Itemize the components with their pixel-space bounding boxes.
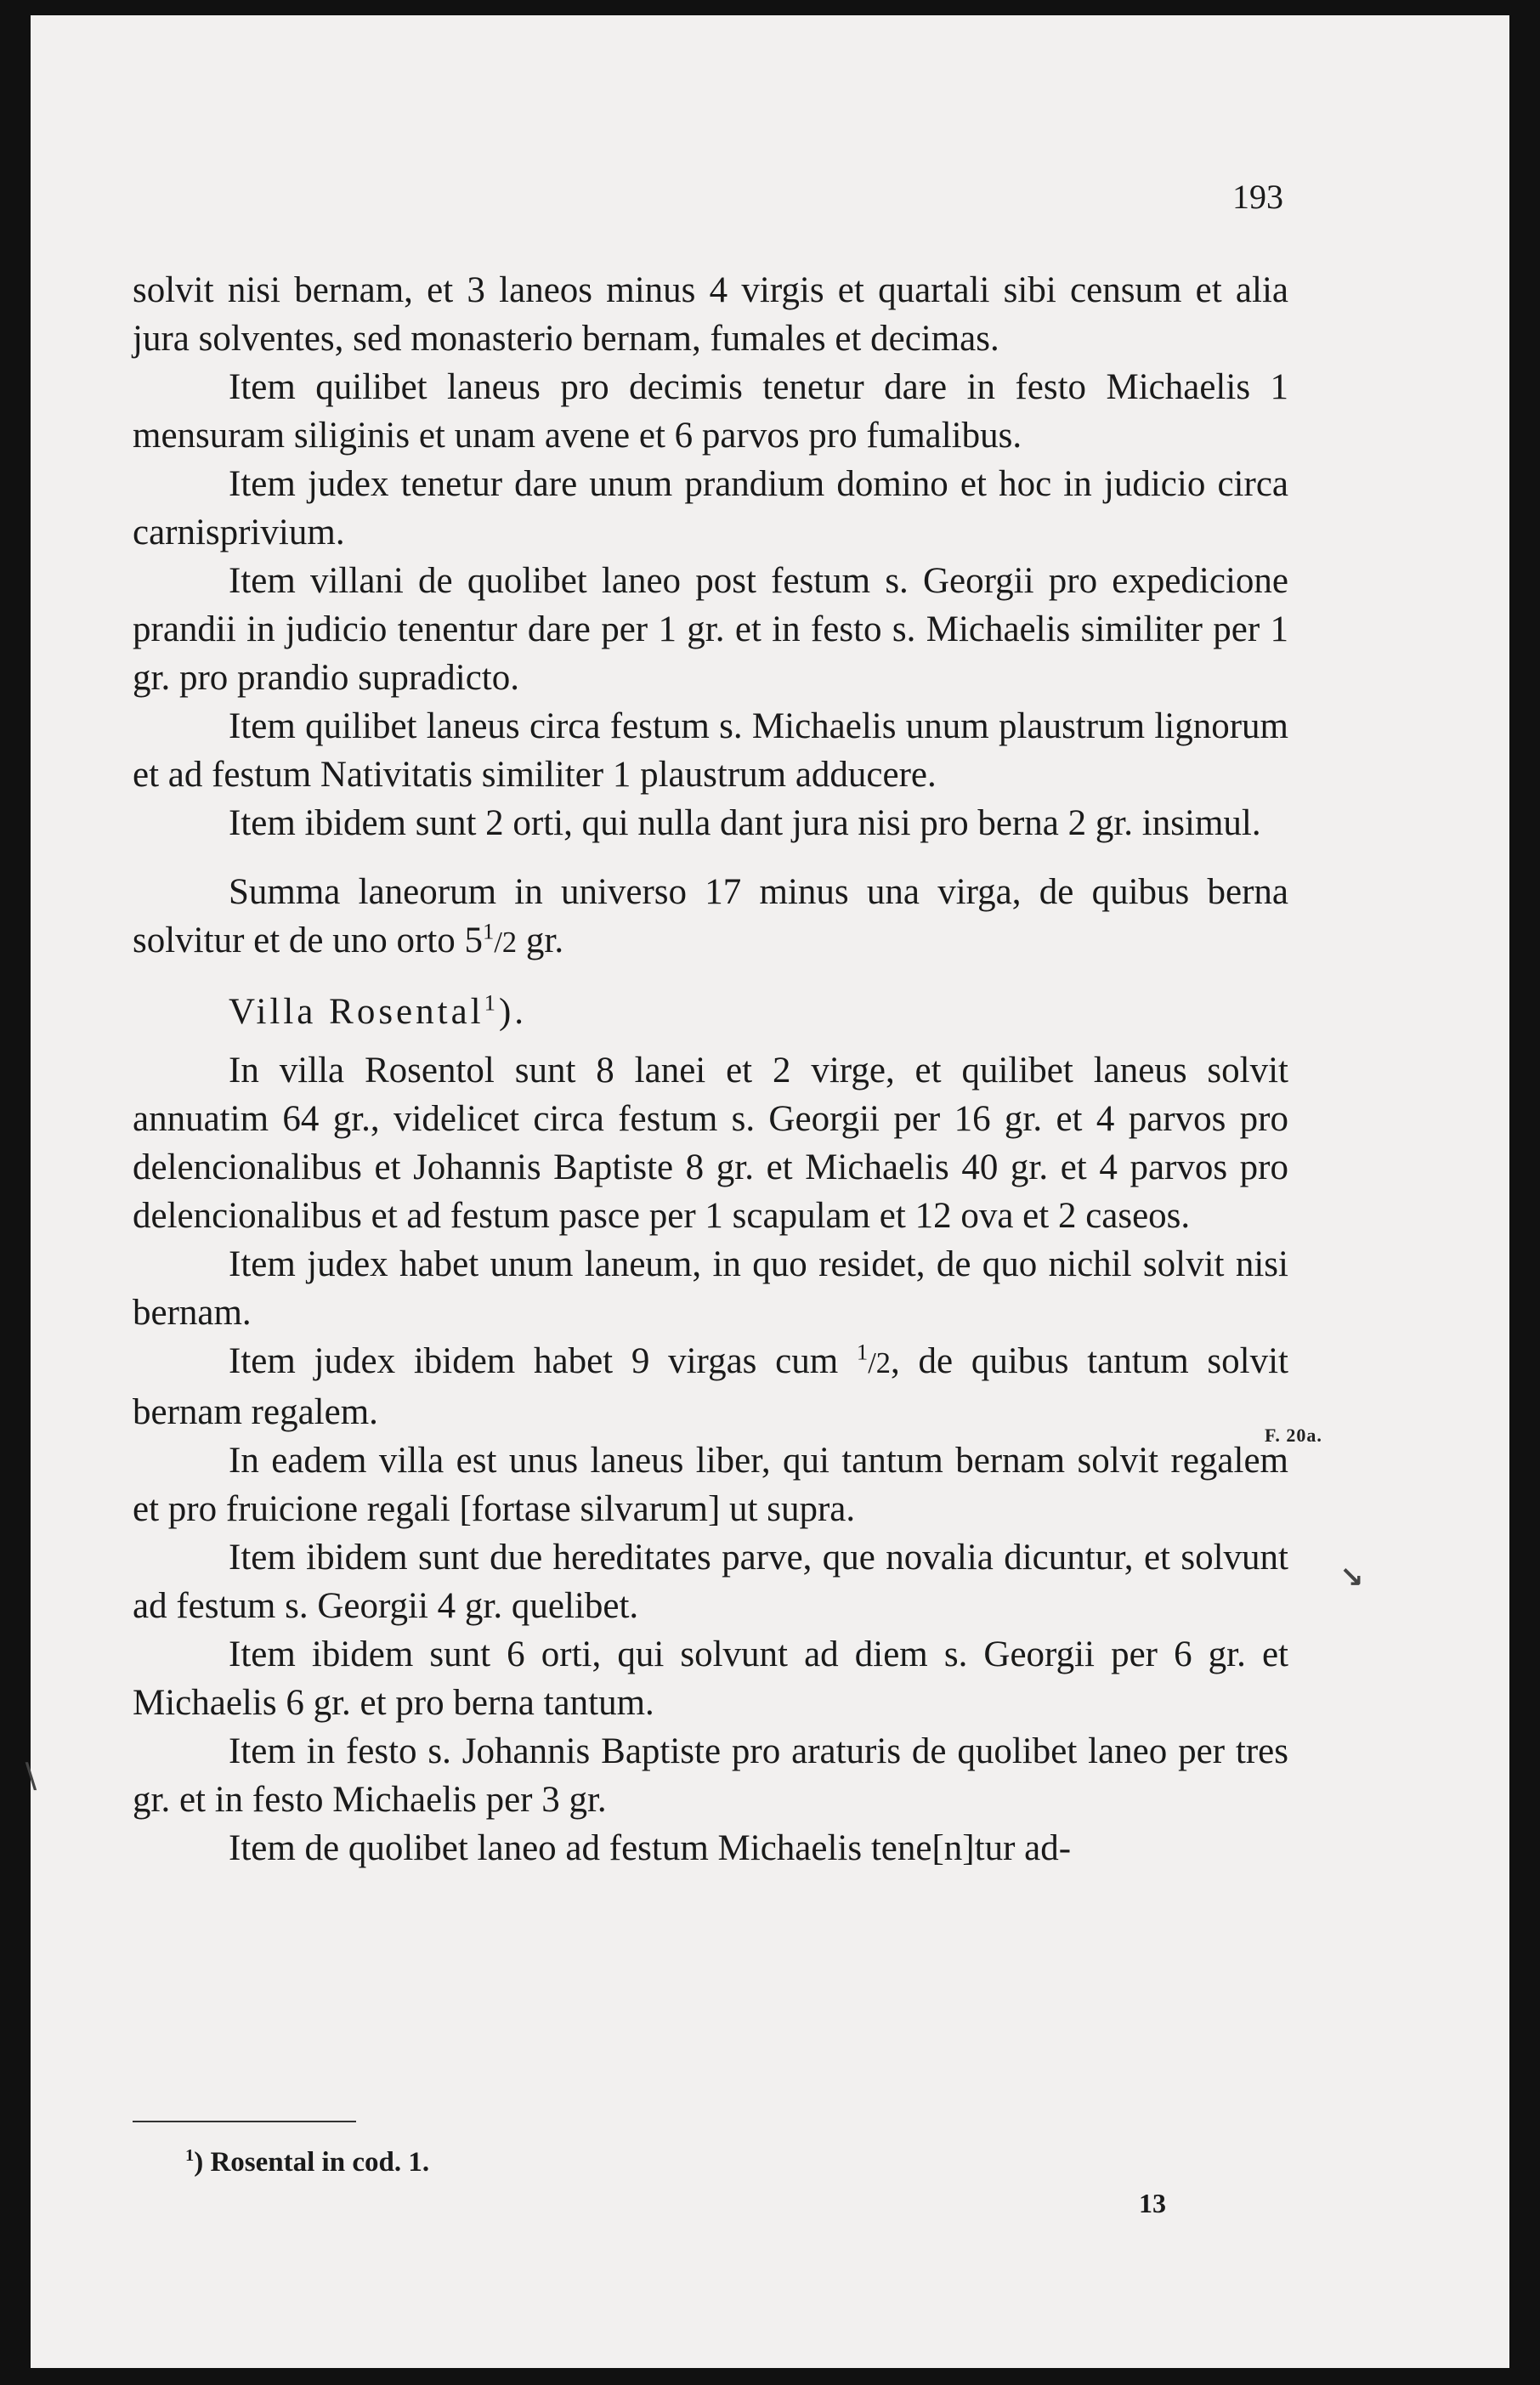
judex-fraction-denominator: 2: [875, 1347, 891, 1379]
scan-mark-arrow: ↘: [1339, 1561, 1364, 1595]
footnote: $^1$) Rosental in cod. 1.: [185, 2146, 430, 2178]
folio-margin-note: F. 20a.: [1265, 1425, 1322, 1446]
summa-unit: gr.: [517, 921, 564, 960]
footnote-marker: 1: [185, 2146, 195, 2165]
judex-text-end: , de quibus tantum solvit bernam regalem.: [133, 1341, 1288, 1432]
paragraph-plaustrum: Item quilibet laneus circa festum s. Michaelis unum plaustrum lignorum et ad festum Nativitatis similiter 1 plaustrum adducere.: [133, 706, 1288, 795]
judex-fraction-numerator: 1: [856, 1339, 869, 1365]
footnote-text: Rosental in cod. 1.: [210, 2147, 430, 2178]
summa-fraction-numerator: 1: [483, 918, 495, 944]
paragraph-summa: Summa laneorum in universo 17 minus una virga, de quibus berna solvitur et de uno orto $5^1/2$ gr.: [133, 872, 1288, 960]
paragraph-orti-rosental: Item ibidem sunt 6 orti, qui solvunt ad diem s. Georgii per 6 gr. et Michaelis 6 gr. et pro berna tantum.: [133, 1634, 1288, 1723]
section-heading: [133, 988, 1288, 1036]
paragraph-villani: Item villani de quolibet laneo post festum s. Georgii pro expedicione prandii in judicio tenentur dare per 1 gr. et in festo s. Michaelis similiter per 1 gr. pro prandio supradicto.: [133, 561, 1288, 698]
paragraph-hereditates: Item ibidem sunt due hereditates parve, que novalia dicuntur, et solvunt ad festum s. Georgii 4 gr. quelibet.: [133, 1538, 1288, 1626]
paragraph-continued: solvit nisi bernam, et 3 laneos minus 4 virgis et quartali sibi censum et alia jura solventes, sed monasterio bernam, fumales et decimas.: [133, 270, 1288, 359]
paragraph-orti: Item ibidem sunt 2 orti, qui nulla dant jura nisi pro berna 2 gr. insimul.: [229, 803, 1261, 843]
paragraph-rosental: In villa Rosentol sunt 8 lanei et 2 virge, et quilibet laneus solvit annuatim 64 gr., videlicet circa festum s. Georgii per 16 gr. et 4 parvos pro delencionalibus et Johannis Baptiste 8 gr. et Michaelis 40 gr. et 4 parvos pro delencionalibus et ad festum pasce per 1 scapulam et 12 ova et 2 caseos.: [133, 1051, 1288, 1236]
paragraph-araturis: Item in festo s. Johannis Baptiste pro araturis de quolibet laneo per tres gr. et in festo Michaelis per 3 gr.: [133, 1731, 1288, 1820]
paragraph-judex-laneus: Item judex habet unum laneum, in quo residet, de quo nichil solvit nisi bernam.: [133, 1244, 1288, 1333]
heading-footnote-ref: 1: [484, 989, 499, 1016]
summa-text: Summa laneorum in universo 17 minus una virga, de quibus berna solvitur et de uno orto 5: [133, 872, 1288, 960]
scan-mark-slash: ∖: [19, 1758, 41, 1797]
printer-signature: 13: [1139, 2188, 1166, 2218]
paragraph-continues: Item de quolibet laneo ad festum Michaelis tene[n]tur ad-: [229, 1828, 1072, 1868]
paragraph-judex-virgas: Item judex ibidem habet 9 virgas cum $^1$/2, de quibus tantum solvit bernam regalem.: [133, 1339, 1288, 1432]
book-page: [19, 15, 1509, 2368]
heading-title: Villa Rosental: [229, 992, 484, 1032]
main-text: [133, 266, 1288, 1872]
summa-fraction-denominator: 2: [501, 926, 518, 959]
judex-text: Item judex ibidem habet 9 virgas cum: [229, 1341, 857, 1381]
page-number: 193: [1232, 178, 1283, 216]
paragraph-laneus-liber: In eadem villa est unus laneus liber, qui tantum bernam solvit regalem et pro fruicione regali [fortase silvarum] ut supra.: [133, 1441, 1288, 1529]
heading-tail: ).: [498, 992, 528, 1032]
footnote-divider: [133, 2121, 356, 2122]
paragraph-decime: Item quilibet laneus pro decimis tenetur dare in festo Michaelis 1 mensuram siliginis et unam avene et 6 parvos pro fumalibus.: [133, 367, 1288, 456]
paragraph-prandium: Item judex tenetur dare unum prandium domino et hoc in judicio circa carnisprivium.: [133, 464, 1288, 552]
